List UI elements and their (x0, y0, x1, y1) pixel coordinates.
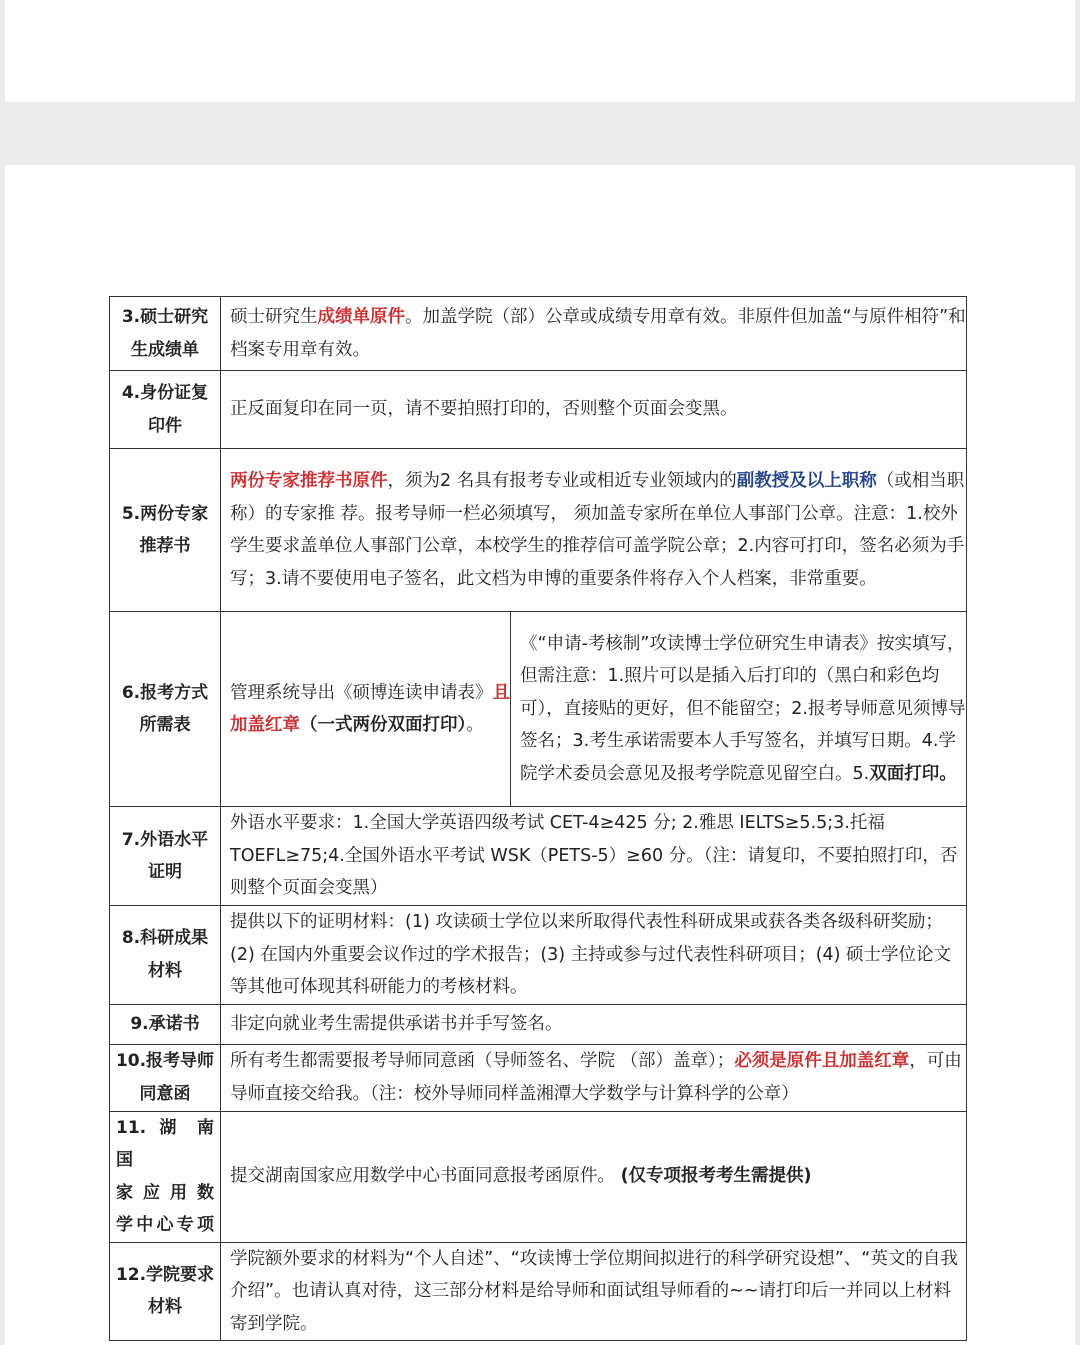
row-content-detail (511, 612, 967, 807)
row-label-line: 材料 (148, 960, 182, 981)
row-content (221, 612, 511, 807)
highlighted-text: 必须是原件且加盖红章 (734, 1051, 910, 1071)
body-text: 《“申请-考核制”攻读博士学位研究生申请表》按实填写，但需注意：1.照片可以是插入后打印的（黑白和彩色均可），直接贴的更好，但不能留空；2.报考导师意见须博导签名；3.考生承诺需要本人手写签名，并填写日期。4.学院学术委员会意见及报考学院意见留空白。5. (520, 633, 966, 784)
row-label-line: 9.承诺书 (130, 1013, 200, 1034)
row-content (221, 1242, 967, 1341)
highlighted-text: （一式两份双面打印） (300, 715, 467, 735)
body-text: 所有考生都需要报考导师同意函（导师签名、学院 （部）盖章）； (230, 1051, 735, 1071)
body-text: 硕士研究生 (230, 307, 318, 327)
row-label-line: 证明 (148, 862, 182, 882)
requirements-table (109, 296, 967, 1341)
highlighted-text: 且加盖红章 (230, 682, 510, 735)
table-row (110, 906, 967, 1005)
body-text: 提交湖南国家应用数学中心书面同意报考函原件。 (230, 1166, 621, 1187)
body-text: 。 (466, 715, 484, 735)
body-text: ，可由导师直接交给我。（注：校外导师同样盖湘潭大学数学与计算科学的公章） (230, 1051, 962, 1104)
row-label-line: 生成绩单 (131, 339, 199, 360)
row-content (221, 297, 967, 371)
row-label-line: 5.两份专家 (121, 503, 209, 524)
table-row (110, 371, 967, 449)
row-label-line: 学中心专项 (116, 1215, 214, 1235)
row-label (110, 297, 221, 371)
row-label-line: 4.身份证复 (121, 383, 209, 403)
table-row (110, 1242, 967, 1341)
body-text: （或相当职称）的专家推 荐。报考导师一栏必须填写， 须加盖专家所在单位人事部门公章。注意：1.校外学生要求盖单位人事部门公章，本校学生的推荐信可盖学院公章；2.内容可打印，签名必须为手写；3.请不要使用电子签名，此文档为申博的重要条件将存入个人档案，非常重要。 (230, 471, 965, 589)
body-text: 。加盖学院（部）公章或成绩专用章有效。非原件但加盖“与原件相符”和档案专用章有效。 (230, 307, 966, 360)
row-label-line: 材料 (148, 1297, 182, 1318)
row-label-line: 12.学院要求 (115, 1264, 215, 1285)
row-content (221, 807, 967, 906)
row-label-line: 8.科研成果 (121, 928, 209, 949)
previous-page-sheet (5, 0, 1075, 102)
body-text: ，须为2 名具有报考专业或相近专业领域内的 (387, 471, 737, 491)
row-content (221, 1111, 967, 1242)
highlighted-text: 双面打印。 (869, 763, 957, 784)
body-text: 正反面复印在同一页，请不要拍照打印的，否则整个页面会变黑。 (230, 399, 738, 420)
table-row (110, 1004, 967, 1044)
row-label (110, 612, 221, 807)
row-label-line: 3.硕士研究 (121, 307, 209, 327)
row-label-line: 同意函 (139, 1083, 191, 1104)
table-row (110, 297, 967, 371)
body-text: 外语水平要求：1.全国大学英语四级考试 CET-4≥425 分; 2.雅思 IELTS≥5.5;3.托福TOEFL≥75;4.全国外语水平考试 WSK（PETS-5）≥60 分。（注：请复印，不要拍照打印，否则整个页面会变黑） (230, 813, 958, 899)
table-row (110, 1111, 967, 1242)
row-label (110, 1004, 221, 1044)
row-label (110, 1044, 221, 1111)
row-label-line: 11. 湖 南 国 (116, 1117, 214, 1170)
row-content (221, 1004, 967, 1044)
row-content (221, 906, 967, 1005)
table-row (110, 449, 967, 612)
row-label (110, 906, 221, 1005)
body-text: 学院额外要求的材料为“个人自述”、“攻读博士学位期间拟进行的科学研究设想”、“英文的自我介绍”。也请认真对待，这三部分材料是给导师和面试组导师看的~~请打印后一并同以上材料寄到学院。 (230, 1248, 958, 1334)
row-label-line: 7.外语水平 (121, 829, 209, 850)
body-text: 非定向就业考生需提供承诺书并手写签名。 (230, 1013, 563, 1034)
highlighted-text: 副教授及以上职称 (736, 471, 877, 491)
row-label-line: 印件 (148, 415, 182, 436)
table-row (110, 612, 967, 807)
row-label-line: 家 应 用 数 (116, 1182, 214, 1203)
row-label-line: 10.报考导师 (115, 1051, 215, 1071)
row-label (110, 371, 221, 449)
table-row (110, 1044, 967, 1111)
row-label (110, 1111, 221, 1242)
highlighted-text: 成绩单原件 (317, 307, 405, 327)
highlighted-text: 两份专家推荐书原件 (230, 471, 388, 491)
row-content (221, 371, 967, 449)
body-text: 管理系统导出《硕博连读申请表》 (230, 682, 493, 703)
row-content (221, 449, 967, 612)
table-row (110, 807, 967, 906)
row-label-line: 6.报考方式 (121, 682, 209, 703)
row-label (110, 807, 221, 906)
body-text: 提供以下的证明材料：(1) 攻读硕士学位以来所取得代表性科研成果或获各类各级科研奖励；(2) 在国内外重要会议作过的学术报告；(3) 主持或参与过代表性科研项目；(4) 硕士学位论文等其他可体现其科研能力的考核材料。 (230, 912, 952, 997)
row-label (110, 1242, 221, 1341)
row-label (110, 449, 221, 612)
row-content (221, 1044, 967, 1111)
row-label-line: 推荐书 (139, 536, 191, 556)
row-label-line: 所需表 (139, 715, 191, 735)
highlighted-text: (仅专项报考考生需提供) (620, 1166, 812, 1187)
